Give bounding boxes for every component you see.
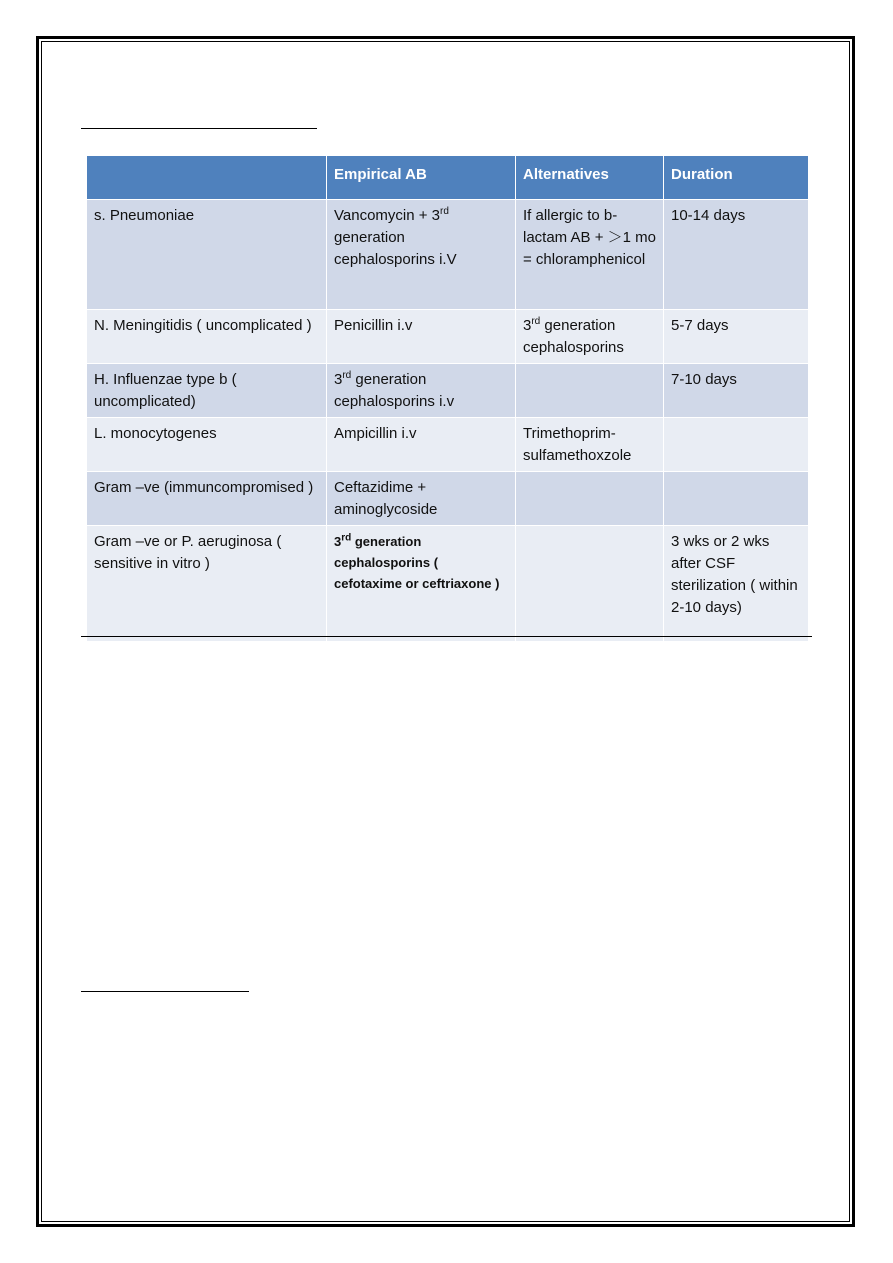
cell-alternatives	[516, 472, 664, 526]
table-row	[87, 364, 809, 418]
table-row	[87, 200, 809, 310]
cell-alternatives: If allergic to b-lactam AB + ＞1 mo = chloramphenicol	[516, 200, 664, 310]
cell-empirical: Penicillin i.v	[327, 310, 516, 364]
cell-alternatives	[516, 526, 664, 642]
cell-alternatives: Trimethoprim-sulfamethoxzole	[516, 418, 664, 472]
table-row	[87, 526, 809, 642]
cell-empirical: Ampicillin i.v	[327, 418, 516, 472]
heading-underline-bottom	[81, 991, 249, 992]
cell-duration	[664, 472, 809, 526]
header-alternatives: Alternatives	[516, 156, 664, 200]
table-row	[87, 310, 809, 364]
heading-underline-top	[81, 128, 317, 129]
cell-duration: 5-7 days	[664, 310, 809, 364]
cell-duration: 10-14 days	[664, 200, 809, 310]
table-row	[87, 472, 809, 526]
cell-duration: 3 wks or 2 wks after CSF sterilization ( within 2-10 days)	[664, 526, 809, 642]
cell-organism: L. monocytogenes	[87, 418, 327, 472]
header-empirical-ab: Empirical AB	[327, 156, 516, 200]
cell-organism: Gram –ve (immuncompromised )	[87, 472, 327, 526]
antibiotic-table	[86, 155, 809, 642]
table-bottom-rule	[81, 636, 812, 637]
cell-empirical: Ceftazidime + aminoglycoside	[327, 472, 516, 526]
cell-alternatives	[516, 364, 664, 418]
cell-duration	[664, 418, 809, 472]
cell-organism: H. Influenzae type b ( uncomplicated)	[87, 364, 327, 418]
cell-organism: Gram –ve or P. aeruginosa ( sensitive in vitro )	[87, 526, 327, 642]
cell-duration: 7-10 days	[664, 364, 809, 418]
header-organism	[87, 156, 327, 200]
cell-empirical: 3rd generation cephalosporins i.v	[327, 364, 516, 418]
header-duration: Duration	[664, 156, 809, 200]
cell-alternatives: 3rd generation cephalosporins	[516, 310, 664, 364]
cell-empirical: 3rd generation cephalosporins ( cefotaxime or ceftriaxone )	[327, 526, 516, 642]
cell-organism: N. Meningitidis ( uncomplicated )	[87, 310, 327, 364]
table-row	[87, 418, 809, 472]
cell-empirical: Vancomycin + 3rd generation cephalosporins i.V	[327, 200, 516, 310]
cell-organism: s. Pneumoniae	[87, 200, 327, 310]
table-header-row	[87, 156, 809, 200]
